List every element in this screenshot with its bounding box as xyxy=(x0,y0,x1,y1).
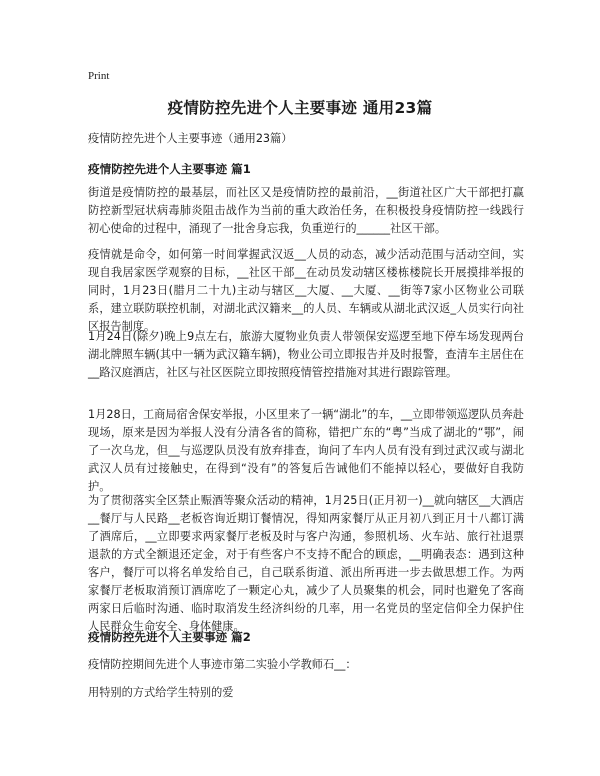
section-heading: 疫情防控先进个人主要事迹 篇1 xyxy=(88,162,251,176)
document-subtitle: 疫情防控先进个人主要事迹（通用23篇） xyxy=(88,132,293,145)
print-label[interactable]: Print xyxy=(88,70,110,82)
paragraph: 疫情就是命令，如何第一时间掌握武汉返__人员的动态，减少活动范围与活动空间，实现自我居家医学观察的目标，__社区干部__在动员发动辖区楼栋楼院长开展摸排举报的同时，1月23日(腊月二十九)主动与辖区__大厦、__大厦、__街等7家小区物业公司联系，建立联防联控机制，对湖北武汉籍来__的人员、车辆或从湖北武汉返_人员实行向社区报告制度。 xyxy=(88,248,524,333)
document-title: 疫情防控先进个人主要事迹 通用23篇 xyxy=(167,99,433,117)
paragraph: 街道是疫情防控的最基层，而社区又是疫情防控的最前沿，__街道社区广大干部把打赢防控新型冠状病毒肺炎阻击战作为当前的重大政治任务，在积极投身疫情防控一线践行初心使命的过程中，涌现了一批舍身忘我，负重逆行的______社区干部。 xyxy=(88,186,524,235)
paragraph: 1月28日，工商局宿舍保安举报，小区里来了一辆“湖北”的车，__立即带领巡逻队员奔赴现场，原来是因为举报人没有分清各省的简称，错把广东的“粤”当成了湖北的“鄂”，闹了一次乌龙，但__与巡逻队员没有放弃排查，询问了车内人员有没有到过武汉或与湖北武汉人员有过接触史，在得到“没有”的答复后告诫他们不能掉以轻心，要做好自我防护。 xyxy=(88,408,524,493)
section-heading: 疫情防控先进个人主要事迹 篇2 xyxy=(88,630,251,644)
paragraph: 用特别的方式给学生特别的爱 xyxy=(88,686,234,699)
paragraph: 为了贯彻落实全区禁止赈酒等聚众活动的精神，1月25日(正月初一)__就向辖区__大酒店__餐厅与人民路__老板咨询近期订餐情况，得知两家餐厅从正月初八到正月十八都订满了酒席后，__立即要求两家餐厅老板及时与客户沟通，参照机场、火车站、旅行社退票退款的方式全额退还定金，对于有些客户不支持不配合的顾虑，__明确表态：遇到这种客户，餐厅可以将名单发给自己，自己联系街道、派出所再进一步去做思想工作。为两家餐厅老板取消预订酒席吃了一颗定心丸，减少了人员聚集的机会，同时也避免了客商两家日后临时沟通、临时取消发生经济纠纷的几率，用一名党员的坚定信仰全力保护住人民群众生命安全、身体健康。 xyxy=(88,494,524,633)
paragraph: 1月24日(除夕)晚上9点左右，旅游大厦物业负责人带领保安巡逻至地下停车场发现两台湖北牌照车辆(其中一辆为武汉籍车辆)，物业公司立即报告并及时报警，查清车主居住在__路汉庭酒店，社区与社区医院立即按照疫情管控措施对其进行跟踪管理。 xyxy=(88,330,524,379)
paragraph: 疫情防控期间先进个人事迹市第二实验小学教师石__： xyxy=(88,658,357,671)
